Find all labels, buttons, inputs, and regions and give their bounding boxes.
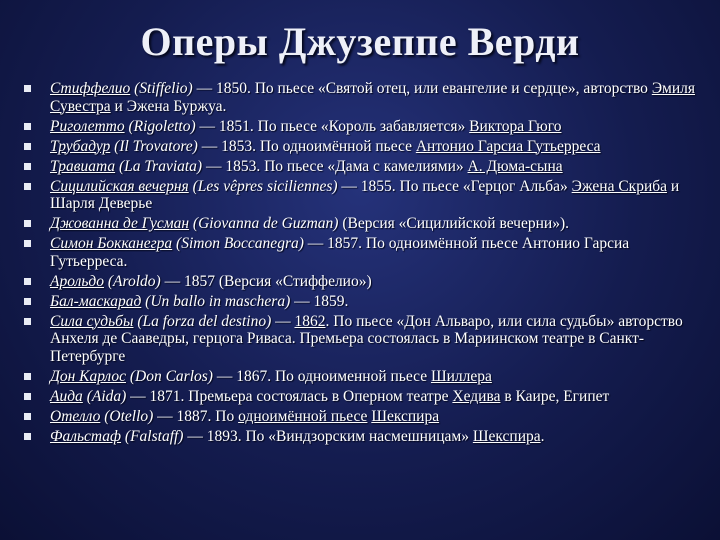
item-text: — 1851. По пьесе «Король забавляется»: [195, 117, 470, 135]
item-text: — 1855. По пьесе «Герцог Альба»: [337, 177, 572, 195]
opera-list-item: [22, 293, 702, 311]
item-link[interactable]: Хедива: [452, 387, 501, 405]
item-text: (Aida): [82, 387, 127, 405]
item-link[interactable]: Трубадур: [50, 137, 111, 155]
square-bullet-icon: [24, 220, 31, 227]
square-bullet-icon: [24, 278, 31, 285]
item-link[interactable]: Сила судьбы: [50, 312, 134, 330]
item-text: — 1857 (Версия «Стиффелио»): [160, 272, 372, 290]
item-text: и Эжена Буржуа.: [110, 97, 227, 115]
item-text: (Il Trovatore): [110, 137, 198, 155]
item-text: — 1871. Премьера состоялась в Оперном театре: [126, 387, 453, 405]
item-text: (La forza del destino): [133, 312, 272, 330]
item-link[interactable]: Виктора Гюго: [469, 117, 562, 135]
item-text: (Simon Boccanegra): [172, 235, 304, 252]
square-bullet-icon: [24, 240, 31, 247]
item-text: в Каире, Египет: [500, 387, 610, 405]
opera-list: [22, 80, 702, 448]
item-text: (Rigoletto): [124, 117, 196, 135]
item-text: (Giovanna de Guzman): [189, 215, 339, 232]
square-bullet-icon: [24, 413, 31, 420]
item-text: — 1857. По одноимённой пьесе Антонио Гарсиа Гутьерреса.: [50, 235, 630, 270]
opera-list-item: [22, 178, 702, 213]
item-text: (Aroldo): [104, 272, 161, 290]
item-text: — 1850. По пьесе «Святой отец, или евангелие и сердце», авторство: [192, 80, 652, 97]
opera-list-item: [22, 138, 702, 156]
item-link[interactable]: Риголетто: [50, 117, 125, 135]
opera-list-item: [22, 368, 702, 386]
opera-list-item: [22, 388, 702, 406]
item-link[interactable]: Джованна де Гусман: [50, 215, 190, 232]
item-text: — 1887. По: [153, 407, 239, 425]
opera-list-item: [22, 215, 702, 233]
item-link[interactable]: Эжена Скриба: [571, 177, 668, 195]
square-bullet-icon: [24, 85, 31, 92]
item-text: (Stiffelio): [130, 80, 193, 97]
item-text: — 1853. По одноимённой пьесе: [197, 137, 416, 155]
item-link[interactable]: Стиффелио: [50, 80, 131, 97]
item-link[interactable]: Дон Карлос: [50, 367, 126, 385]
item-link[interactable]: Фальстаф: [50, 427, 122, 445]
opera-list-item: [22, 235, 702, 270]
item-link[interactable]: Арольдо: [50, 272, 104, 290]
item-link[interactable]: Антонио Гарсиа Гутьерреса: [415, 137, 601, 155]
item-text: —: [271, 312, 295, 330]
item-text: и Шарля Деверье: [50, 177, 680, 212]
square-bullet-icon: [24, 318, 31, 325]
square-bullet-icon: [24, 123, 31, 130]
item-link[interactable]: Эмиля Сувестра: [50, 80, 696, 115]
opera-list-item: [22, 313, 702, 366]
square-bullet-icon: [24, 183, 31, 190]
opera-list-item: [22, 273, 702, 291]
item-link[interactable]: Симон Бокканегра: [50, 235, 173, 252]
opera-list-item: [22, 158, 702, 176]
square-bullet-icon: [24, 298, 31, 305]
opera-list-item: [22, 80, 702, 115]
item-text: .: [540, 427, 545, 445]
item-text: . По пьесе «Дон Альваро, или сила судьбы» авторство Анхеля де Сааведры, герцога Риваса. Премьера состоялась в Мариинском театре в Санкт-Петербурге: [50, 312, 683, 365]
item-link[interactable]: Шекспира: [371, 407, 440, 425]
item-link[interactable]: Травиата: [50, 157, 116, 175]
item-text: (Версия «Сицилийской вечерни»).: [338, 215, 569, 232]
item-text: (Otello): [100, 407, 154, 425]
item-link[interactable]: Аида: [50, 387, 83, 405]
opera-list-item: [22, 408, 702, 426]
item-link[interactable]: А. Дюма-сына: [467, 157, 563, 175]
square-bullet-icon: [24, 393, 31, 400]
item-text: — 1859.: [290, 292, 349, 310]
square-bullet-icon: [24, 373, 31, 380]
item-text: (Un ballo in maschera): [141, 292, 291, 310]
item-text: (Falstaff): [121, 427, 184, 445]
item-link[interactable]: Бал-маскарад: [50, 292, 142, 310]
item-link[interactable]: Отелло: [50, 407, 101, 425]
item-text: — 1853. По пьесе «Дама с камелиями»: [202, 157, 468, 175]
opera-list-item: [22, 428, 702, 446]
item-text: (Les vêpres siciliennes): [188, 177, 338, 195]
item-link[interactable]: одноимённой пьесе: [238, 407, 368, 425]
square-bullet-icon: [24, 433, 31, 440]
opera-list-item: [22, 118, 702, 136]
item-link[interactable]: 1862: [294, 312, 326, 330]
item-text: — 1867. По одноименной пьесе: [212, 367, 431, 385]
item-text: — 1893. По «Виндзорским насмешницам»: [183, 427, 473, 445]
square-bullet-icon: [24, 163, 31, 170]
item-text: (La Traviata): [115, 157, 203, 175]
item-link[interactable]: Шиллера: [430, 367, 492, 385]
item-text: (Don Carlos): [125, 367, 213, 385]
slide-title: Оперы Джузеппе Верди: [140, 19, 580, 64]
square-bullet-icon: [24, 143, 31, 150]
item-link[interactable]: Сицилийская вечерня: [50, 177, 189, 195]
item-link[interactable]: Шекспира: [472, 427, 541, 445]
